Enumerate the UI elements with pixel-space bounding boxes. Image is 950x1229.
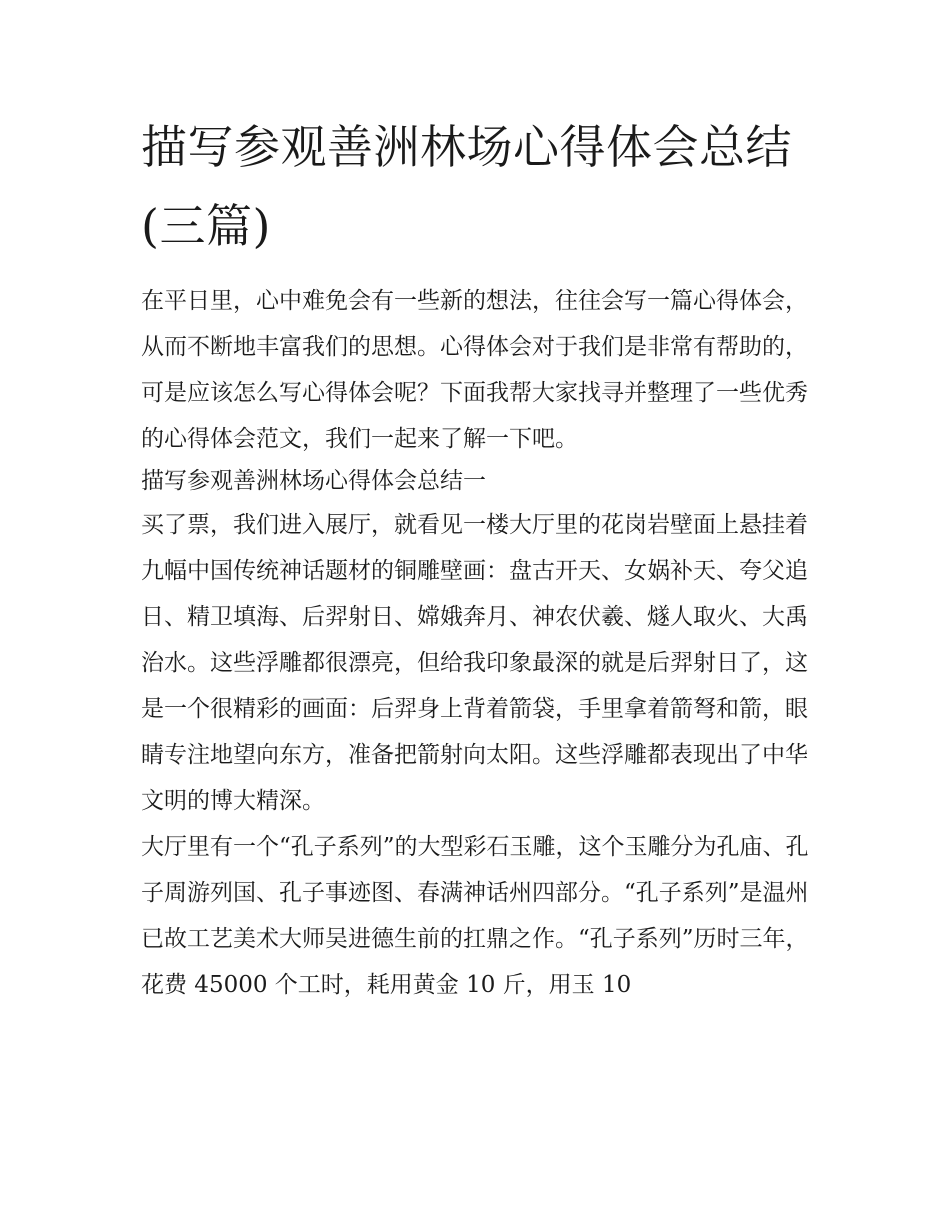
document-title: 描写参观善洲林场心得体会总结(三篇) — [141, 120, 792, 253]
intro-paragraph: 在平日里，心中难免会有一些新的想法，往往会写一篇心得体会，从而不断地丰富我们的思想。心得体会对于我们是非常有帮助的，可是应该怎么写心得体会呢？下面我帮大家找寻并整理了一些优秀的心得体会范文，我们一起来了解一下吧。 — [141, 288, 808, 452]
body-paragraph: 买了票，我们进入展厅，就看见一楼大厅里的花岗岩壁面上悬挂着九幅中国传统神话题材的铜雕壁画：盘古开天、女娲补天、夸父追日、精卫填海、后羿射日、嫦娥奔月、神农伏羲、燧人取火、大禹治水。这些浮雕都很漂亮，但给我印象最深的就是后羿射日了，这是一个很精彩的画面：后羿身上背着箭袋，手里拿着箭弩和箭，眼睛专注地望向东方，准备把箭射向太阳。这些浮雕都表现出了中华文明的博大精深。 — [141, 512, 808, 814]
section-heading: 描写参观善洲林场心得体会总结一 — [141, 468, 486, 494]
body-paragraph: 大厅里有一个“孔子系列”的大型彩石玉雕，这个玉雕分为孔庙、孔子周游列国、孔子事迹图、春满神话州四部分。“孔子系列”是温州已故工艺美术大师吴进德生前的扛鼎之作。“孔子系列”历时三年，花费 45000 个工时，耗用黄金 10 斤，用玉 10 — [141, 834, 809, 998]
document-body — [141, 278, 821, 1008]
